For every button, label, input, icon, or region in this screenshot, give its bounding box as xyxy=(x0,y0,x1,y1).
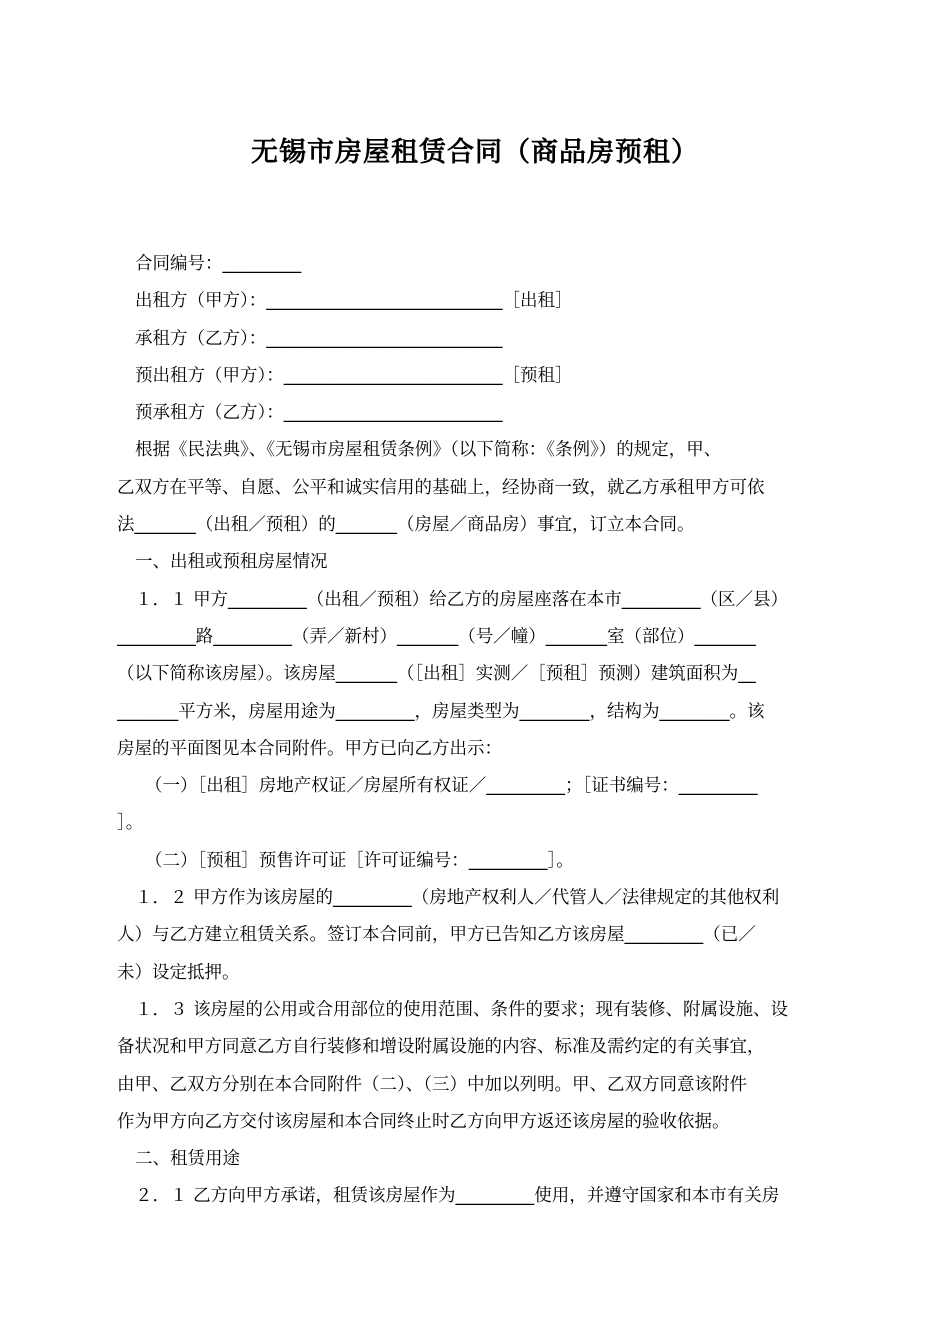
clause-line: _______平方米，房屋用途为_________，房屋类型为________，结构为________。该 xyxy=(117,701,765,722)
contract-number-line: 合同编号：_________ xyxy=(135,254,302,274)
document-title: 无锡市房屋租赁合同（商品房预租） xyxy=(251,137,699,168)
lessor-line: 出租方（甲方）：___________________________［出租］ xyxy=(135,291,573,312)
preamble-line: 乙双方在平等、自愿、公平和诚实信用的基础上，经协商一致，就乙方承租甲方可依 xyxy=(117,477,765,498)
clause-line: 由甲、乙双方分别在本合同附件（二）、（三）中加以列明。甲、乙双方同意该附件 xyxy=(117,1074,747,1095)
clause-line: 作为甲方向乙方交付该房屋和本合同终止时乙方向甲方返还该房屋的验收依据。 xyxy=(117,1111,730,1132)
preamble-line: 根据《民法典》、《无锡市房屋租赁条例》（以下简称：《条例》）的规定，甲、 xyxy=(135,440,722,461)
clause-line: _________路_________（弄／新村）_______（号／幢）_______室（部位）_______ xyxy=(117,626,756,647)
pre-lessee-line: 预承租方（乙方）：_________________________ xyxy=(135,403,503,424)
clause-line: ２．１ 乙方向甲方承诺，租赁该房屋作为_________使用，并遵守国家和本市有关房 xyxy=(135,1186,780,1207)
pre-lessor-line: 预出租方（甲方）：_________________________［预租］ xyxy=(135,365,573,386)
clause-line: （以下简称该房屋）。该房屋_______（［出租］实测／［预租］预测）建筑面积为__ xyxy=(117,664,756,685)
lessee-line: 承租方（乙方）：___________________________ xyxy=(135,328,503,349)
clause-line: １．３ 该房屋的公用或合用部位的使用范围、条件的要求；现有装修、附属设施、设 xyxy=(135,999,789,1020)
clause-line: 房屋的平面图见本合同附件。甲方已向乙方出示： xyxy=(117,738,502,759)
clause-line: 人）与乙方建立租赁关系。签订本合同前，甲方已告知乙方该房屋_________（已／ xyxy=(117,925,756,946)
section-heading: 一、出租或预租房屋情况 xyxy=(135,552,328,573)
clause-line: １．２ 甲方作为该房屋的_________（房地产权利人／代管人／法律规定的其他权利 xyxy=(135,888,780,909)
clause-line: （二）［预租］预售许可证［许可证编号：_________］。 xyxy=(145,850,574,871)
clause-line: １．１ 甲方_________（出租／预租）给乙方的房屋座落在本市_________（区／县） xyxy=(135,589,789,610)
clause-line: ］。 xyxy=(117,813,144,834)
clause-line: 备状况和甲方同意乙方自行装修和增设附属设施的内容、标准及需约定的有关事宜， xyxy=(117,1037,765,1058)
section-heading: 二、租赁用途 xyxy=(135,1149,240,1170)
clause-line: （一）［出租］房地产权证／房屋所有权证／_________；［证书编号：_________ xyxy=(145,776,758,797)
preamble-line: 法_______（出租／预租）的_______（房屋／商品房）事宜，订立本合同。 xyxy=(117,515,695,536)
clause-line: 未）设定抵押。 xyxy=(117,962,240,983)
contract-body xyxy=(117,246,837,1216)
